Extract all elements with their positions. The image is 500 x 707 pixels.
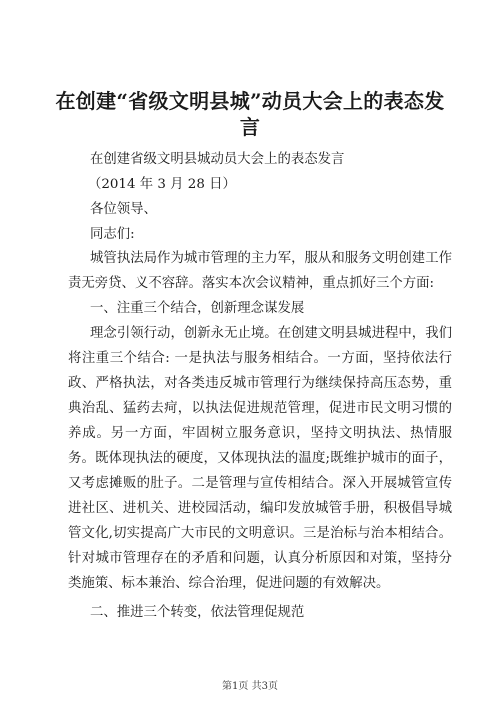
section-heading-1: 一、注重三个结合，创新理念谋发展 bbox=[90, 301, 305, 316]
section-body-1: 理念引领行动，创新永无止境。在创建文明县城进程中，我们将注重三个结合: 一是执法与服务相结合。一方面，坚持依法行政、严格执法，对各类违反城市管理行为继续保持高压态势，重典治乱、猛药去疴，以执法促进规范管理，促进市民文明习惯的养成。另一方面，牢固树立服务意识，坚持文明执法、热情服务。既体现执法的硬度，又体现执法的温度;既维护城市的面子，又考虑摊贩的肚子。二是管理与宣传相结合。深入开展城管宣传进社区、进机关、进校园活动，编印发放城管手册，积极倡导城管文化,切实提高广大市民的文明意识。三是治标与治本相结合。针对城市管理存在的矛盾和问题，认真分析原因和对策，坚持分类施策、标本兼治、综合治理，促进问题的有效解决。 bbox=[68, 326, 452, 591]
speech-date: （2014 年 3 月 28 日） bbox=[88, 177, 236, 192]
speech-subtitle: 在创建省级文明县城动员大会上的表态发言 bbox=[90, 152, 345, 167]
intro-paragraph: 城管执法局作为城市管理的主力军，服从和服务文明创建工作责无旁贷、义不容辞。落实本次会议精神，重点抓好三个方面: bbox=[68, 251, 452, 291]
page-footer: 第1页 共3页 bbox=[222, 681, 278, 692]
salutation-comrades: 同志们: bbox=[90, 227, 135, 242]
document-title: 在创建“省级文明县城”动员大会上的表态发言 bbox=[55, 89, 445, 139]
section-heading-2: 二、推进三个转变，依法管理促规范 bbox=[90, 605, 305, 620]
salutation-leaders: 各位领导、 bbox=[90, 202, 157, 217]
